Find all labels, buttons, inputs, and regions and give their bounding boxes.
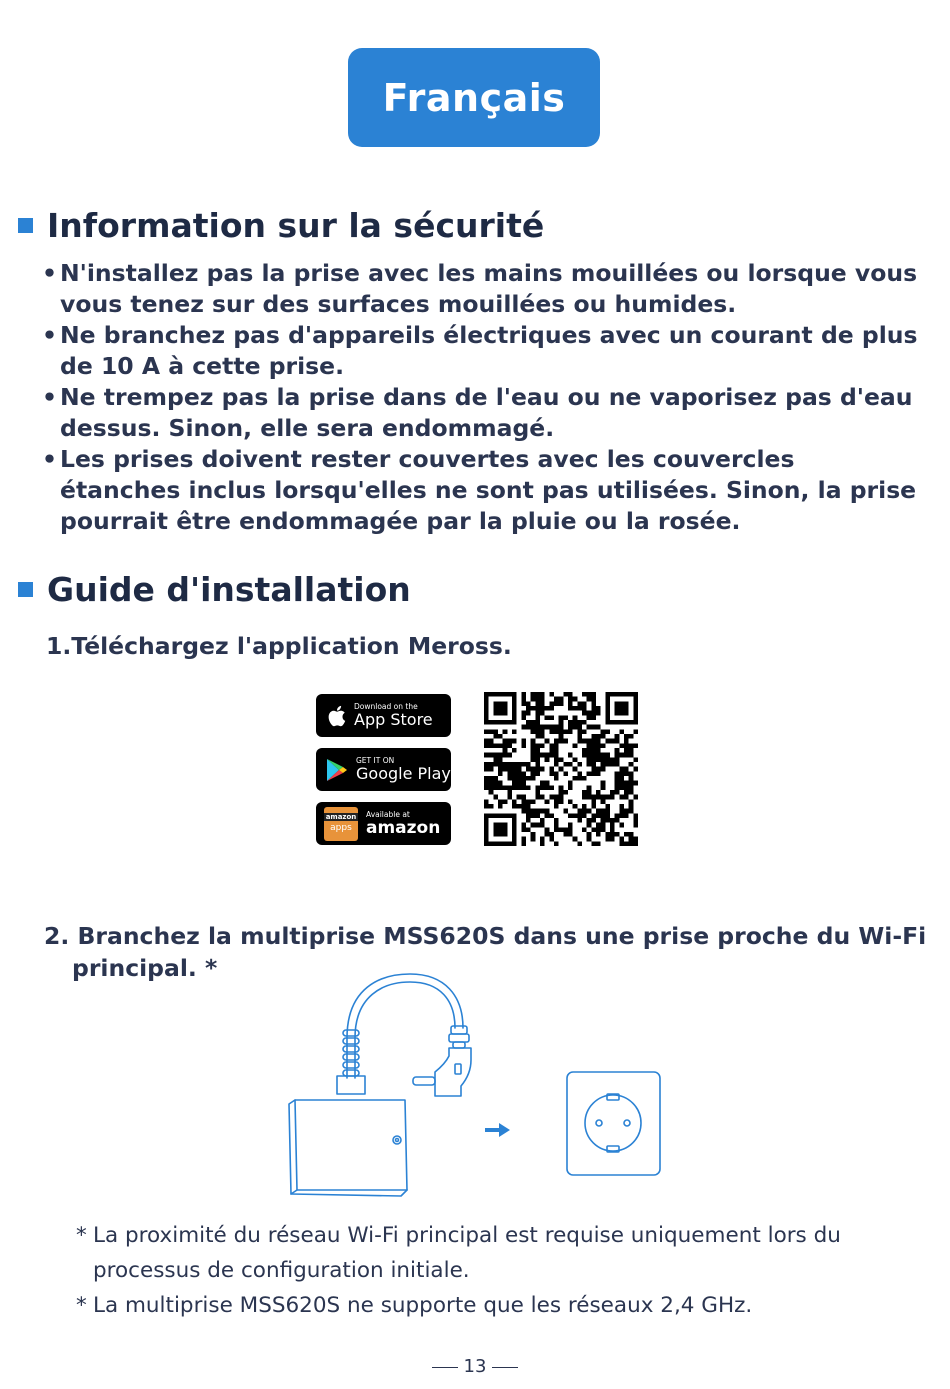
safety-list [42, 258, 922, 537]
step-1: 1.Téléchargez l'application Meross. [46, 632, 512, 660]
amazon-small-text: Available at [366, 810, 410, 819]
note-item: * La proximité du réseau Wi-Fi principal est requise uniquement lors du processus de configuration initiale. [76, 1223, 841, 1283]
section-square-icon [18, 582, 33, 597]
safety-item: • Ne trempez pas la prise dans de l'eau ou ne vaporisez pas d'eau dessus. Sinon, elle sera endommagé. [42, 383, 913, 442]
language-badge: Français [348, 48, 600, 147]
install-title-text: Guide d'installation [47, 570, 411, 609]
google-play-badge[interactable] [316, 748, 451, 791]
safety-item: • Ne branchez pas d'appareils électriques avec un courant de plus de 10 A à cette prise. [42, 321, 918, 380]
app-store-badge[interactable] [316, 694, 451, 737]
apple-icon [326, 704, 346, 728]
cable-coil-icon [343, 1030, 359, 1076]
google-play-label: Google Play [356, 764, 451, 783]
section-square-icon [18, 218, 33, 233]
amazon-appstore-badge[interactable] [316, 802, 451, 845]
google-play-icon [326, 758, 348, 782]
app-store-small-text: Download on the [354, 702, 418, 711]
step-2-line-1: 2. Branchez la multiprise MSS620S dans une prise proche du Wi-Fi [44, 922, 927, 950]
amazon-apps-logo-icon: amazon apps [324, 807, 358, 841]
safety-item: • Les prises doivent rester couvertes avec les couvercles étanches inclus lorsqu'elles ne sont pas utilisées. Sinon, la prise pourrait être endommagée par la pluie ou la rosée. [42, 445, 917, 535]
app-store-label: App Store [354, 710, 433, 729]
install-section-title [18, 570, 411, 609]
safety-section-title [18, 206, 544, 245]
notes [76, 1218, 916, 1323]
amazon-label: amazon [366, 818, 441, 838]
safety-title-text: Information sur la sécurité [47, 206, 545, 245]
safety-item: • N'installez pas la prise avec les mains mouillées ou lorsque vous vous tenez sur des surfaces mouillées ou humides. [42, 259, 918, 318]
step-2-line-2: principal. * [72, 954, 218, 982]
power-strip-illustration [285, 968, 675, 1200]
note-item: * La multiprise MSS620S ne supporte que les réseaux 2,4 GHz. [76, 1293, 753, 1318]
google-play-small-text: GET IT ON [356, 756, 395, 765]
page-number: 13 [0, 1356, 950, 1377]
qr-code-icon [484, 692, 638, 846]
